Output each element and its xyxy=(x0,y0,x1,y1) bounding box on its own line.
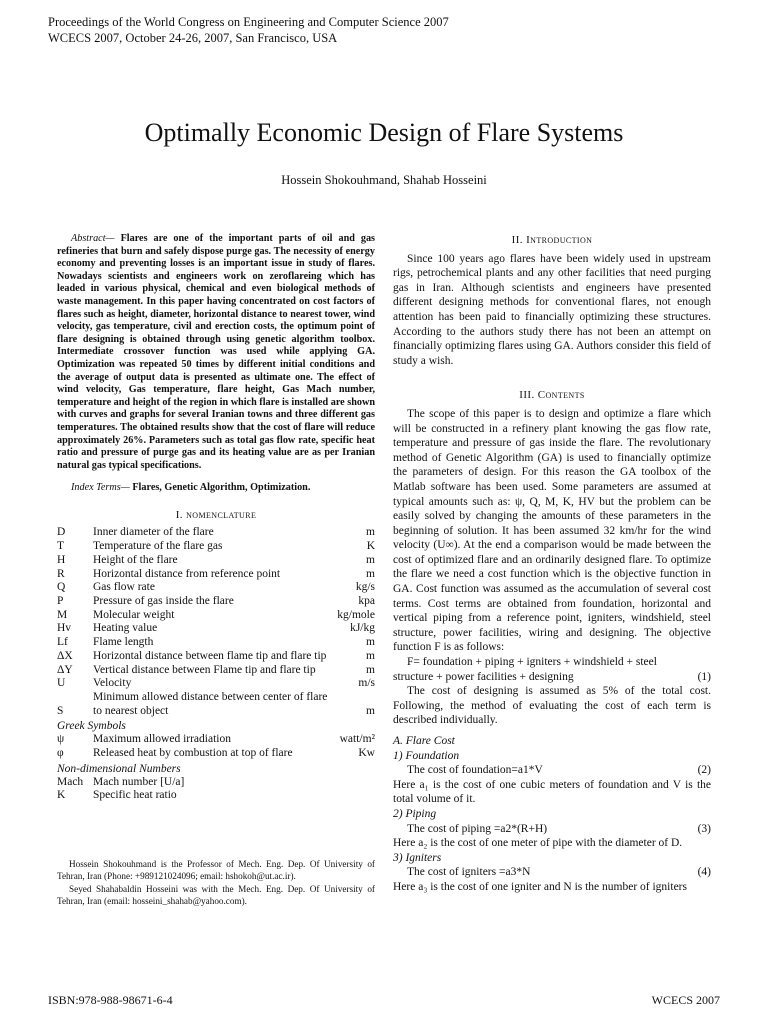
nomenclature-description: Maximum allowed irradiation xyxy=(93,733,231,746)
left-column xyxy=(57,233,375,803)
nomenclature-symbol: ψ xyxy=(57,733,65,746)
nomenclature-description: Heating value xyxy=(93,622,158,635)
nomenclature-row xyxy=(57,776,375,790)
nomenclature-unit: m xyxy=(366,704,375,717)
subsubsection-igniters: 3) Igniters xyxy=(393,851,442,864)
equation-1-line-2: structure + power facilities + designing (1) xyxy=(393,670,711,683)
nomenclature-unit: m xyxy=(366,526,375,539)
nomenclature-unit: Kw xyxy=(358,747,375,760)
introduction-text: Since 100 years ago flares have been widely used in upstream rigs, petrochemical plants and any other facilities that need purging gas in Iran. Although scientists and engineers have presented different designing methods for conventional flares, not enough attention has been paid to financially optimizing these structures. According to the authors study there has not been an attempt on financially optimizing flares using GA. Authors consider this field of study a wish. xyxy=(393,252,711,367)
nomenclature-unit: watt/m² xyxy=(339,733,375,746)
nomenclature-unit: m xyxy=(366,663,375,676)
nomenclature-symbol: D xyxy=(57,526,66,539)
piping-text: Here a₂ is the cost of one meter of pipe with the diameter of D. xyxy=(393,837,683,850)
nomenclature-unit: m xyxy=(366,553,375,566)
header-line-2: WCECS 2007, October 24-26, 2007, San Francisco, USA xyxy=(48,31,338,45)
nomenclature-row xyxy=(57,622,375,636)
right-column xyxy=(393,233,711,895)
nomenclature-row xyxy=(57,581,375,595)
section-heading-contents: III. Contents xyxy=(519,389,585,402)
nomenclature-symbol: H xyxy=(57,553,66,566)
nomenclature-symbol: ΔY xyxy=(57,663,73,676)
nomenclature-description: Temperature of the flare gas xyxy=(93,540,223,553)
nomenclature-description: Vertical distance between Flame tip and flare tip xyxy=(93,663,316,676)
nomenclature-description: Minimum allowed distance between center of flare to nearest object xyxy=(93,690,328,717)
nomenclature-symbol: M xyxy=(57,608,68,621)
nomenclature-row xyxy=(57,526,375,540)
foundation-text: Here a₁ is the cost of one cubic meters of foundation and V is the total volume of it. xyxy=(393,778,711,806)
nomenclature-row xyxy=(57,789,375,803)
nomenclature-description: Specific heat ratio xyxy=(93,789,177,802)
nomenclature-symbol: K xyxy=(57,789,66,802)
abstract xyxy=(57,233,375,472)
header-line-1: Proceedings of the World Congress on Engineering and Computer Science 2007 xyxy=(48,15,449,29)
nomenclature-row xyxy=(57,691,375,718)
nomenclature-row xyxy=(57,609,375,623)
igniters-text: Here a₃ is the cost of one igniter and N is the number of igniters xyxy=(393,880,687,893)
nomenclature-unit: kg/mole xyxy=(337,608,375,621)
contents-paragraph-2: The cost of designing is assumed as 5% of the total cost. Following, the method of evaluating the cost of each term is described individually. xyxy=(393,685,711,727)
nomenclature-row xyxy=(57,636,375,650)
nomenclature-row xyxy=(57,747,375,761)
nomenclature-symbol: S xyxy=(57,704,64,717)
footnote-1: Hossein Shokouhmand is the Professor of Mech. Eng. Dep. Of University of Tehran, Iran (Phone: +989121024096; email: hshokoh@ut.ac.ir). xyxy=(57,859,375,882)
nomenclature-unit: kJ/kg xyxy=(350,622,375,635)
equation-2: The cost of foundation=a1*V (2) xyxy=(407,764,711,777)
author-list: Hossein Shokouhmand, Shahab Hosseini xyxy=(281,173,487,187)
nomenclature-unit: m xyxy=(366,649,375,662)
equation-4: The cost of igniters =a3*N (4) xyxy=(407,866,711,879)
footer-isbn: ISBN:978-988-98671-6-4 xyxy=(48,993,173,1007)
nomenclature-row xyxy=(57,650,375,664)
nomenclature-description: Inner diameter of the flare xyxy=(93,526,214,539)
nomenclature-description: Horizontal distance from reference point xyxy=(93,567,281,580)
nomenclature-row xyxy=(57,677,375,691)
nomenclature-row xyxy=(57,554,375,568)
index-terms-text: Flares, Genetic Algorithm, Optimization. xyxy=(132,482,311,494)
nomenclature-description: Height of the flare xyxy=(93,553,178,566)
nomenclature-unit: m xyxy=(366,636,375,649)
nomenclature-symbol: P xyxy=(57,594,64,607)
nomenclature-row xyxy=(57,733,375,747)
equation-3: The cost of piping =a2*(R+H) (3) xyxy=(407,822,711,835)
nomenclature-symbol: T xyxy=(57,540,65,553)
nomenclature-unit: kg/s xyxy=(355,581,375,594)
nomenclature-symbol: Hv xyxy=(57,622,72,635)
nomenclature-row xyxy=(57,540,375,554)
running-header xyxy=(48,14,449,46)
footer-conference: WCECS 2007 xyxy=(651,993,720,1007)
nomenclature-row xyxy=(57,595,375,609)
subsection-flare-cost: A. Flare Cost xyxy=(393,735,455,747)
nomenclature-unit: kpa xyxy=(358,594,375,607)
nomenclature-symbol: R xyxy=(57,567,65,580)
nomenclature-description: Horizontal distance between flame tip and flare tip xyxy=(93,649,327,662)
nomenclature-description: Released heat by combustion at top of flare xyxy=(93,747,293,760)
nomenclature-description: Gas flow rate xyxy=(93,581,155,594)
nomenclature-unit: m xyxy=(366,567,375,580)
nomenclature-symbol: Lf xyxy=(57,636,68,649)
author-footnotes xyxy=(57,858,375,908)
footnote-2: Seyed Shahabaldin Hosseini was with the Mech. Eng. Dep. Of University of Tehran, Iran (email: hosseini_shahab@yahoo.com). xyxy=(57,883,375,907)
nomenclature-description: Pressure of gas inside the flare xyxy=(93,594,234,607)
nomenclature-row xyxy=(57,568,375,582)
nomenclature-symbol: U xyxy=(57,677,66,690)
abstract-text: Flares are one of the important parts of oil and gas refineries that burn and safely dispose purge gas. The necessity of energy economy and preventing losses is an important issue in study of flares. Nowadays scientists and engineers work on zeroflareing which has leaded in various physical, chemical and even biological methods of waste management. In this paper having concentrated on cost factors of flares such as height, diameter, horizontal distance to nearest tower, wind velocity, gas temperature, civil and erection costs, the optimum point of flare designing is obtained through using genetic algorithm toolbox. Intermediate crossover function was used while applying GA. Optimization was repeated 50 times by different initial conditions and the average of output data is presented as ultimate one. The effect of wind velocity, Gas temperature, flare height, Gas Mach number, temperature and height of the region in which flare is installed are shown with curves and graphs for several Iranian towns and three different gas temperatures. The obtained results show that the cost of flare will reduce approximately 26%. Parameters such as total gas flow rate, specific heat ratio and pressure of purge gas and its heating value are as per Iranian natural gas typical specifications. xyxy=(57,233,376,471)
contents-paragraph-1: The scope of this paper is to design and optimize a flare which will be constructed in a refinery plant knowing the gas flow rate, temperature and pressure of gas inside the flare. The revolutionary method of Genetic Algorithm (GA) is used to financially optimize the parameters of design. For this reason the GA toolbox of the Matlab software has been used. Some parameters are assumed at typical amounts such as: ψ, Q, M, K, HV but the problem can be easily solved by changing the amounts of these parameters in the beginning of solution. It has been assumed 32 km/hr for the wind velocity (U∞). At the end a comparison would be made between the cost of optimized flare and an ordinarily designed flare. To optimize the flare we need a cost function which is the objective function in GA. Cost function was assumed as the accumulation of several cost terms. Cost terms are obtained from foundation, horizontal and vertical piping from a reference point, igniters, windshield, steel structure, power facilities, wiring and designing. The objective function F is as follows: xyxy=(393,407,711,654)
nomenclature-unit: K xyxy=(366,540,375,553)
greek-symbols-heading: Greek Symbols xyxy=(57,720,126,733)
index-terms-lead: Index Terms— xyxy=(71,482,130,494)
equation-1-line-1: F= foundation + piping + igniters + windshield + steel xyxy=(407,656,657,669)
section-heading-introduction: II. Introduction xyxy=(511,234,593,246)
nomenclature-symbol: Q xyxy=(57,581,66,594)
nomenclature-table xyxy=(57,526,375,803)
section-heading-nomenclature: I. nomenclature xyxy=(175,508,257,521)
nomenclature-symbol: φ xyxy=(57,747,64,760)
non-dimensional-heading: Non-dimensional Numbers xyxy=(57,762,181,775)
nomenclature-description: Flame length xyxy=(93,636,154,649)
equation-1-number: (1) xyxy=(697,670,711,683)
nomenclature-symbol: Mach xyxy=(57,775,84,788)
subsubsection-foundation: 1) Foundation xyxy=(393,749,460,762)
nomenclature-description: Velocity xyxy=(93,677,132,690)
nomenclature-unit: m/s xyxy=(358,677,375,690)
index-terms xyxy=(57,481,375,496)
nomenclature-description: Mach number [U/a] xyxy=(93,775,185,788)
subsubsection-piping: 2) Piping xyxy=(393,807,437,820)
abstract-lead: Abstract— xyxy=(71,233,115,244)
nomenclature-row xyxy=(57,664,375,678)
nomenclature-symbol: ΔX xyxy=(57,649,73,662)
paper-title: Optimally Economic Design of Flare Systems xyxy=(144,118,624,147)
nomenclature-description: Molecular weight xyxy=(93,608,175,621)
